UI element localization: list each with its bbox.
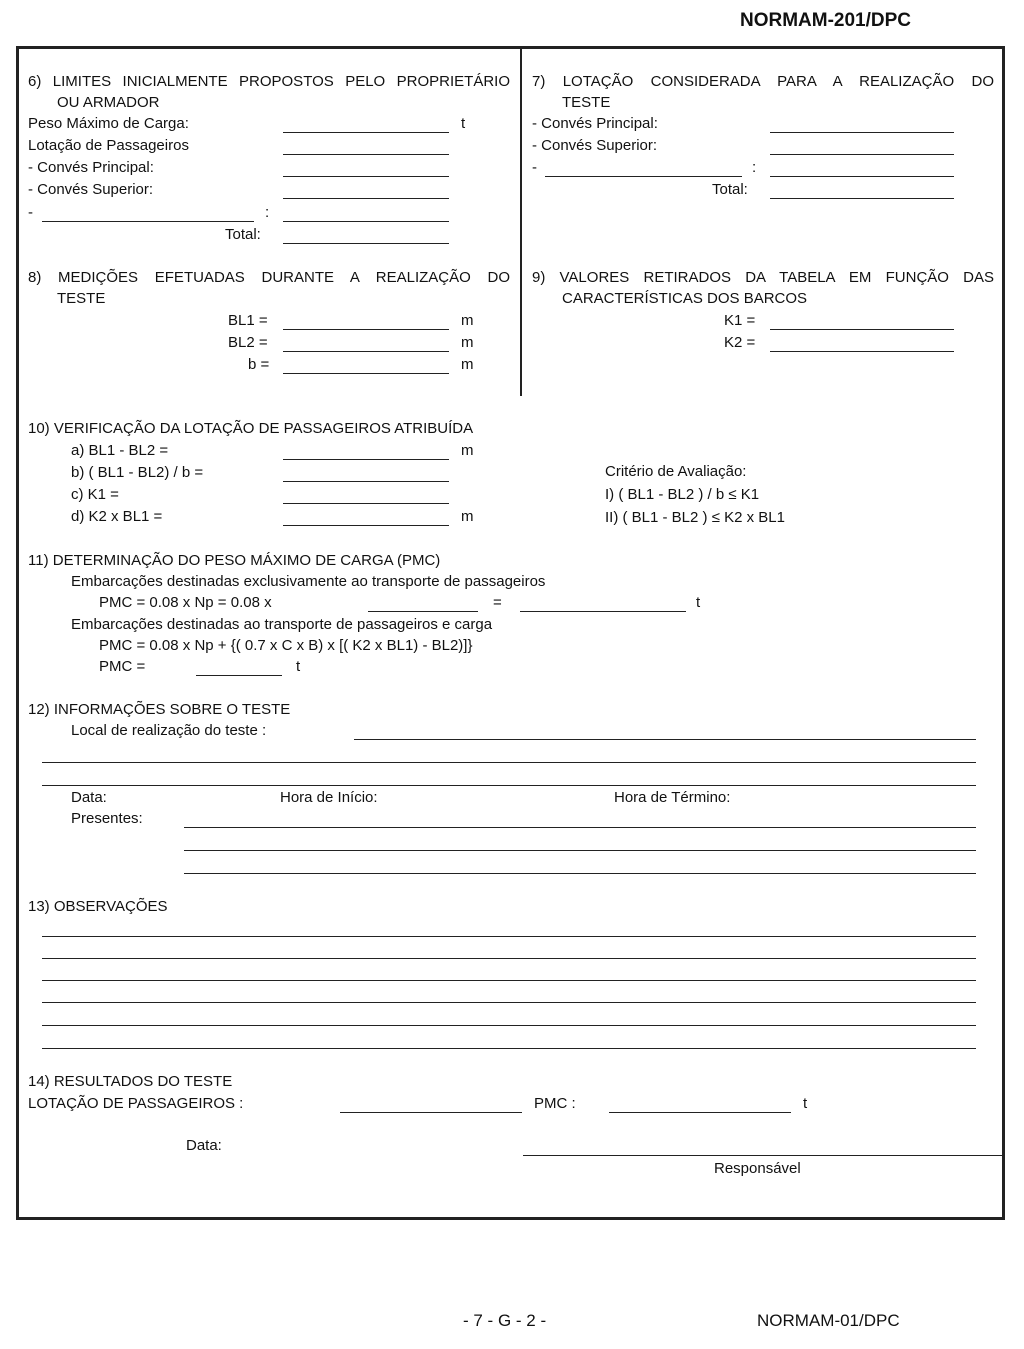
s12-title: 12) INFORMAÇÕES SOBRE O TESTE [28, 701, 291, 718]
s11-mix-label: Embarcações destinadas ao transporte de passageiros e carga [71, 616, 493, 633]
s14-lotacao-field[interactable] [340, 1112, 522, 1113]
s7-superior-label: - Convés Superior: [532, 137, 658, 154]
s8-b-unit: m [461, 356, 474, 373]
s7-other-dash: - [532, 159, 537, 176]
s12-local-line-2[interactable] [42, 762, 976, 763]
s14-signature-field[interactable] [523, 1155, 1003, 1156]
s11-excl-label: Embarcações destinadas exclusivamente ao transporte de passageiros [71, 573, 546, 590]
s10-b-field[interactable] [283, 481, 449, 482]
s10-criterio-2: II) ( BL1 - BL2 ) ≤ K2 x BL1 [605, 509, 785, 526]
s11-equals: = [493, 594, 502, 611]
s13-line-2[interactable] [42, 958, 976, 959]
s6-principal-label: - Convés Principal: [28, 159, 154, 176]
s7-title: 7) LOTAÇÃO CONSIDERADA PARA A REALIZAÇÃO DO [532, 73, 994, 90]
s7-other-colon: : [752, 159, 757, 176]
s9-k1-field[interactable] [770, 329, 954, 330]
s8-bl1-field[interactable] [283, 329, 449, 330]
s8-bl2-field[interactable] [283, 351, 449, 352]
s6-title: 6) LIMITES INICIALMENTE PROPOSTOS PELO PROPRIETÁRIO [28, 73, 510, 90]
s7-other-field[interactable] [770, 176, 954, 177]
s6-peso-field[interactable] [283, 132, 449, 133]
s6-peso-label: Peso Máximo de Carga: [28, 115, 189, 132]
s9-k1-label: K1 = [724, 312, 756, 329]
s7-other-name-field[interactable] [545, 176, 742, 177]
s6-lotacao-field[interactable] [283, 154, 449, 155]
s13-line-5[interactable] [42, 1025, 976, 1026]
s6-title-cont: OU ARMADOR [57, 94, 160, 111]
s9-title: 9) VALORES RETIRADOS DA TABELA EM FUNÇÃO DAS [532, 269, 994, 286]
s6-other-name-field[interactable] [42, 221, 254, 222]
s11-result-field[interactable] [520, 611, 686, 612]
s6-other-colon: : [265, 204, 270, 221]
s10-criterio-1: I) ( BL1 - BL2 ) / b ≤ K1 [605, 486, 760, 503]
s7-total-label: Total: [712, 181, 748, 198]
s13-line-6[interactable] [42, 1048, 976, 1049]
s6-total-field[interactable] [283, 243, 449, 244]
footer-page-number: - 7 - G - 2 - [463, 1311, 547, 1330]
s8-bl1-label: BL1 = [228, 312, 268, 329]
s14-pmc-unit: t [803, 1095, 808, 1112]
s10-title: 10) VERIFICAÇÃO DA LOTAÇÃO DE PASSAGEIROS ATRIBUÍDA [28, 420, 474, 437]
s8-bl2-label: BL2 = [228, 334, 268, 351]
s6-superior-label: - Convés Superior: [28, 181, 154, 198]
s12-presentes-field[interactable] [184, 827, 976, 828]
s11-formula-2: PMC = 0.08 x Np + {( 0.7 x C x B) x [( K2 x BL1) - BL2)]} [99, 637, 473, 654]
s8-bl1-unit: m [461, 312, 474, 329]
s10-d-field[interactable] [283, 525, 449, 526]
s12-presentes-label: Presentes: [71, 810, 143, 827]
s14-title: 14) RESULTADOS DO TESTE [28, 1073, 233, 1090]
s11-formula-1: PMC = 0.08 x Np = 0.08 x [99, 594, 272, 611]
s14-lotacao-label: LOTAÇÃO DE PASSAGEIROS : [28, 1095, 244, 1112]
s9-k2-label: K2 = [724, 334, 756, 351]
s14-pmc-label: PMC : [534, 1095, 576, 1112]
s10-d-label: d) K2 x BL1 = [71, 508, 163, 525]
s11-pmc-unit: t [296, 658, 301, 675]
s11-np-field[interactable] [368, 611, 478, 612]
s6-other-field[interactable] [283, 221, 449, 222]
s11-pmc-field[interactable] [196, 675, 282, 676]
s6-superior-field[interactable] [283, 198, 449, 199]
s14-data-label: Data: [186, 1137, 222, 1154]
s12-local-field[interactable] [354, 739, 976, 740]
s6-total-label: Total: [225, 226, 261, 243]
s6-lotacao-label: Lotação de Passageiros [28, 137, 189, 154]
header-code: NORMAM-201/DPC [740, 10, 912, 31]
s8-b-field[interactable] [283, 373, 449, 374]
s6-other-dash: - [28, 204, 33, 221]
s12-data-label: Data: [71, 789, 107, 806]
s10-c-field[interactable] [283, 503, 449, 504]
s6-principal-field[interactable] [283, 176, 449, 177]
s7-superior-field[interactable] [770, 154, 954, 155]
s6-peso-unit: t [461, 115, 466, 132]
s10-a-field[interactable] [283, 459, 449, 460]
footer-code: NORMAM-01/DPC [757, 1311, 900, 1330]
s10-a-label: a) BL1 - BL2 = [71, 442, 169, 459]
s11-title: 11) DETERMINAÇÃO DO PESO MÁXIMO DE CARGA (PMC) [28, 552, 441, 569]
s12-presentes-line-2[interactable] [184, 850, 976, 851]
s12-local-line-3[interactable] [42, 785, 976, 786]
s11-result-unit: t [696, 594, 701, 611]
s10-b-label: b) ( BL1 - BL2) / b = [71, 464, 204, 481]
s11-formula-3: PMC = [99, 658, 146, 675]
s13-title: 13) OBSERVAÇÕES [28, 898, 168, 915]
s13-line-3[interactable] [42, 980, 976, 981]
s10-a-unit: m [461, 442, 474, 459]
s14-responsavel-label: Responsável [714, 1160, 801, 1177]
s12-presentes-line-3[interactable] [184, 873, 976, 874]
s7-total-field[interactable] [770, 198, 954, 199]
s9-k2-field[interactable] [770, 351, 954, 352]
s8-title-cont: TESTE [57, 290, 106, 307]
s12-inicio-label: Hora de Início: [280, 789, 378, 806]
s12-local-label: Local de realização do teste : [71, 722, 267, 739]
s9-title-cont: CARACTERÍSTICAS DOS BARCOS [562, 290, 808, 307]
s8-title: 8) MEDIÇÕES EFETUADAS DURANTE A REALIZAÇÃO DO [28, 269, 510, 286]
s13-line-1[interactable] [42, 936, 976, 937]
s13-line-4[interactable] [42, 1002, 976, 1003]
s8-bl2-unit: m [461, 334, 474, 351]
s10-c-label: c) K1 = [71, 486, 119, 503]
s8-b-label: b = [248, 356, 270, 373]
s14-pmc-field[interactable] [609, 1112, 791, 1113]
s10-criterio-label: Critério de Avaliação: [605, 463, 747, 480]
s7-principal-field[interactable] [770, 132, 954, 133]
s12-termino-label: Hora de Término: [614, 789, 731, 806]
column-divider [520, 48, 522, 396]
s10-d-unit: m [461, 508, 474, 525]
s7-principal-label: - Convés Principal: [532, 115, 658, 132]
s7-title-cont: TESTE [562, 94, 611, 111]
